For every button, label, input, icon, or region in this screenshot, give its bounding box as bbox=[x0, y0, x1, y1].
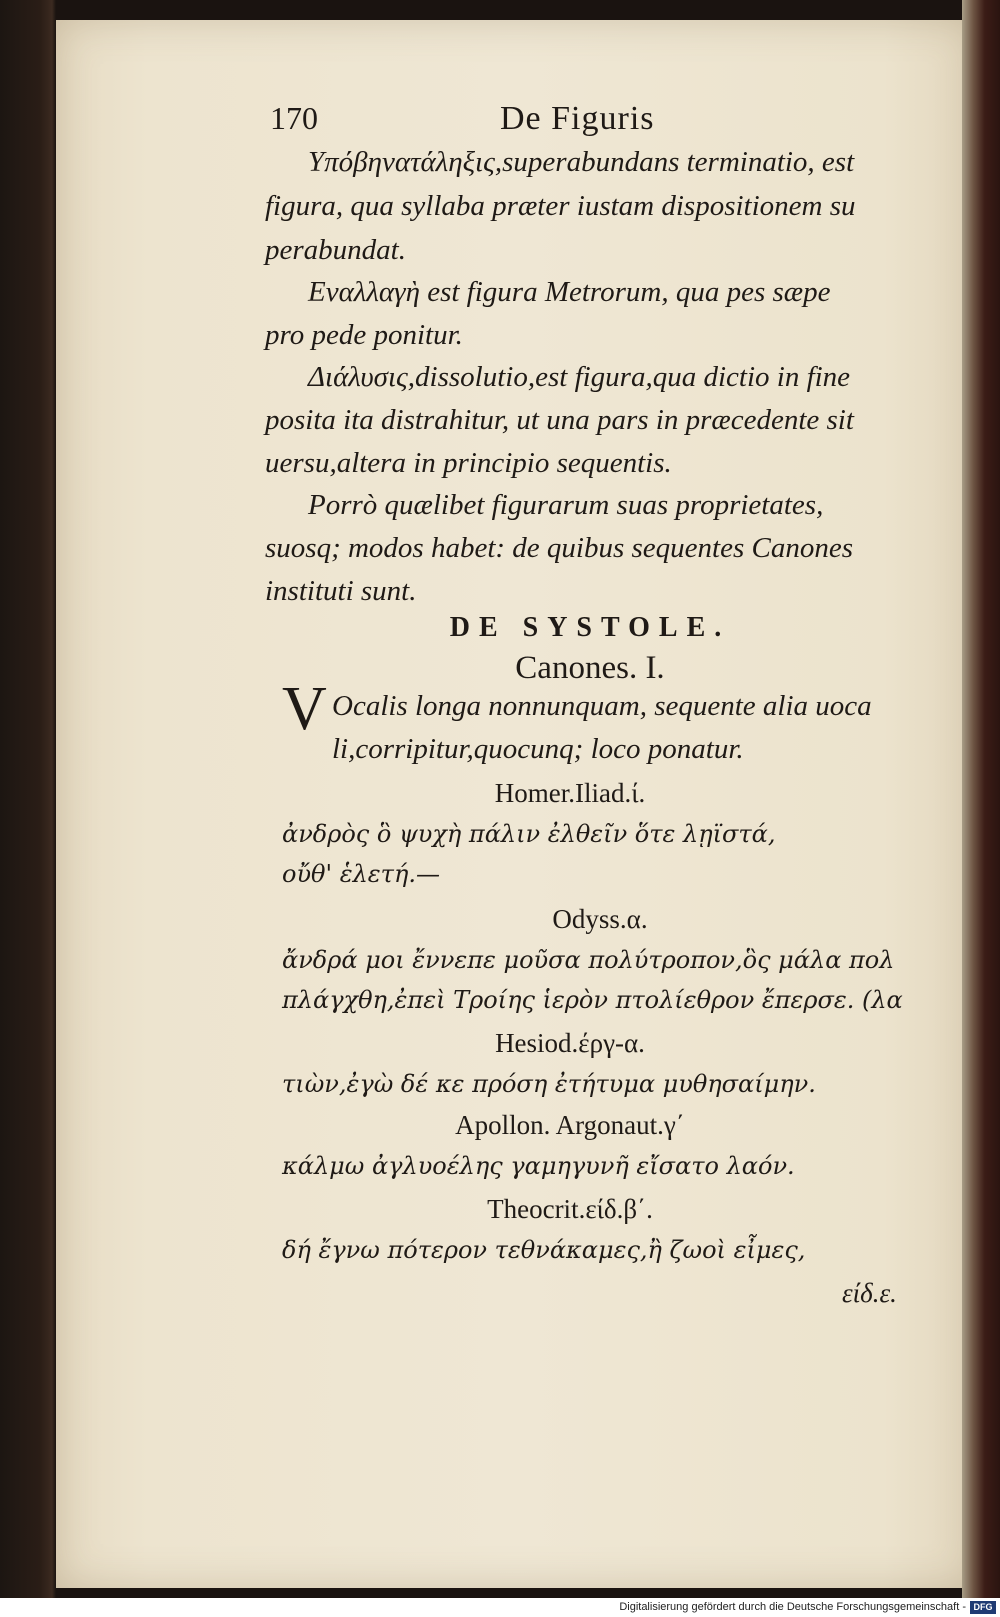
rule-line: li,corripitur,quocunq; loco ponatur. bbox=[332, 733, 744, 765]
greek-verse: ἄνδρά μοι ἔννεπε μοῦσα πολύτροπον,ὃς μάλα πολ bbox=[282, 946, 895, 974]
canon-heading: Canones. I. bbox=[515, 650, 665, 686]
running-head bbox=[210, 100, 910, 142]
greek-verse: ἀνδρὸς ὃ ψυχὴ πάλιν ἐλθεῖν ὅτε λῃϊστά, bbox=[282, 820, 776, 848]
text-line: Διάλυσις,dissolutio,est figura,qua dictio in fine bbox=[308, 361, 851, 393]
greek-verse: δή ἔγνω πότερον τεθνάκαμες,ἢ ζωοὶ εἶμες, bbox=[282, 1236, 806, 1264]
section-heading: DE SYSTOLE. bbox=[449, 612, 731, 643]
funding-credit: Digitalisierung gefördert durch die Deutsche Forschungsgemeinschaft - bbox=[619, 1601, 966, 1613]
text-line: pro pede ponitur. bbox=[265, 319, 463, 351]
text-line: perabundat. bbox=[265, 234, 406, 266]
citation: Homer.Iliad.ί. bbox=[494, 778, 646, 808]
greek-verse: τιὼν,ἐγὼ δέ κε πρόση ἐτήτυμα μυθησαίμην. bbox=[282, 1070, 816, 1098]
greek-verse: οὔθ' ἑλετή.— bbox=[282, 860, 440, 888]
citation: Hesiod.έργ-α. bbox=[495, 1028, 645, 1058]
footer-bar bbox=[0, 1600, 1000, 1617]
text-line: Porrò quælibet figurarum suas proprietates, bbox=[308, 489, 824, 521]
running-title: De Figuris bbox=[500, 100, 655, 137]
citation: Apollon. Argonaut.γ΄ bbox=[455, 1110, 685, 1140]
citation: είδ.ε. bbox=[842, 1278, 897, 1308]
text-line: suosq; modos habet: de quibus sequentes Canones bbox=[265, 532, 854, 564]
greek-verse: κάλμω ἀγλυοέλης γαμηγυνῆ εἴσατο λαόν. bbox=[282, 1152, 795, 1180]
citation: Odyss.α. bbox=[552, 904, 648, 934]
text-line: Υπόβηνατάληξις,superabundans terminatio, est bbox=[308, 146, 855, 178]
text-line: uersu,altera in principio sequentis. bbox=[265, 447, 672, 479]
dfg-logo: DFG bbox=[970, 1601, 996, 1614]
page-number: 170 bbox=[270, 100, 318, 136]
greek-verse: πλάγχθη,ἐπεὶ Τροίης ἱερὸν πτολίεθρον ἔπερσε. (λα bbox=[282, 986, 903, 1014]
page-edge bbox=[962, 0, 1000, 1598]
drop-cap: V bbox=[282, 675, 327, 743]
text-line: instituti sunt. bbox=[265, 575, 417, 607]
text-line: Εναλλαγὴ est figura Metrorum, qua pes sæpe bbox=[308, 276, 831, 308]
text-line: figura, qua syllaba præter iustam dispositionem su bbox=[265, 190, 856, 222]
text-line: posita ita distrahitur, ut una pars in præcedente sit bbox=[265, 404, 854, 436]
rule-line: Ocalis longa nonnunquam, sequente alia uoca bbox=[332, 690, 872, 722]
citation: Theocrit.είδ.β΄. bbox=[487, 1194, 653, 1224]
